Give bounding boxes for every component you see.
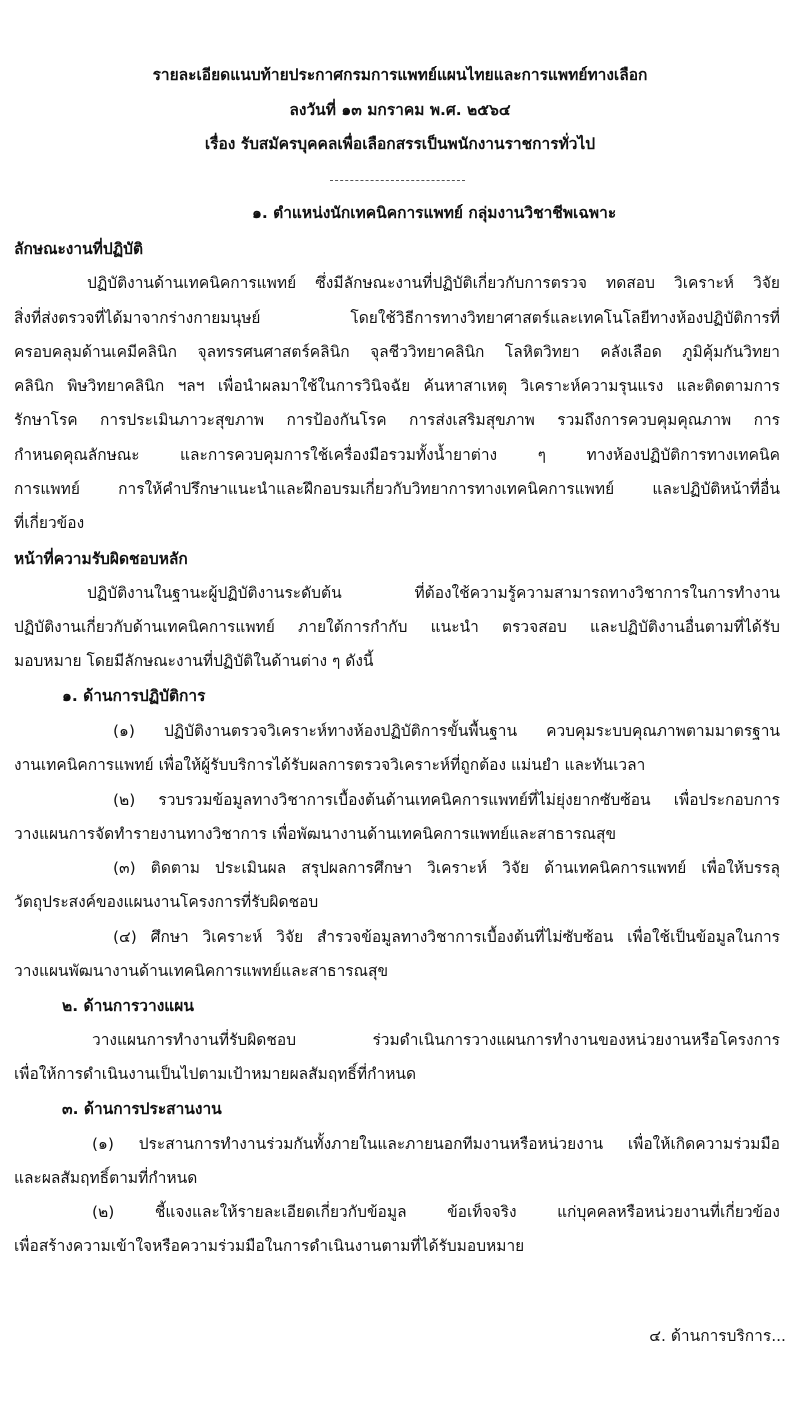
planning-line: วางแผนการทำงานที่รับผิดชอบ ร่วมดำเนินการวางแผนการทำงานของหน่วยงานหรือโครงการ bbox=[92, 1031, 780, 1049]
subsection-operations: ๑. ด้านการปฏิบัติการ bbox=[62, 687, 206, 705]
continuation-marker: ๔. ด้านการบริการ... bbox=[649, 1327, 786, 1345]
subsection-coordination: ๓. ด้านการประสานงาน bbox=[62, 1100, 222, 1118]
job-nature-line: คลินิก พิษวิทยาคลินิก ฯลฯ เพื่อนำผลมาใช้ในการวินิจฉัย ค้นหาสาเหตุ วิเคราะห์ความรุนแรง และติดตามการ bbox=[14, 377, 780, 395]
duties-intro-line: ปฏิบัติงานในฐานะผู้ปฏิบัติงานระดับต้น ที่ต้องใช้ความรู้ความสามารถทางวิชาการในการทำงาน bbox=[87, 584, 780, 602]
operations-item-2-cont: วางแผนการจัดทำรายงานทางวิชาการ เพื่อพัฒนางานด้านเทคนิคการแพทย์และสาธารณสุข bbox=[14, 825, 617, 843]
operations-item-3: (๓) ติดตาม ประเมินผล สรุปผลการศึกษา วิเคราะห์ วิจัย ด้านเทคนิคการแพทย์ เพื่อให้บรรลุ bbox=[113, 859, 780, 877]
coordination-item-2: (๒) ชี้แจงและให้รายละเอียดเกี่ยวกับข้อมูล ข้อเท็จจริง แก่บุคคลหรือหน่วยงานที่เกี่ยวข้อง bbox=[92, 1203, 780, 1221]
coordination-item-1-cont: และผลสัมฤทธิ์ตามที่กำหนด bbox=[14, 1169, 198, 1187]
section-heading-job-nature: ลักษณะงานที่ปฏิบัติ bbox=[14, 240, 144, 258]
duties-intro-line: มอบหมาย โดยมีลักษณะงานที่ปฏิบัติในด้านต่าง ๆ ดังนี้ bbox=[14, 652, 374, 670]
header-date: ลงวันที่ ๑๓ มกราคม พ.ศ. ๒๕๖๔ bbox=[289, 101, 511, 119]
coordination-item-2-cont: เพื่อสร้างความเข้าใจหรือความร่วมมือในการดำเนินงานตามที่ได้รับมอบหมาย bbox=[14, 1237, 525, 1255]
duties-intro-line: ปฏิบัติงานเกี่ยวกับด้านเทคนิคการแพทย์ ภายใต้การกำกับ แนะนำ ตรวจสอบ และปฏิบัติงานอื่นตามที่ได้รับ bbox=[14, 618, 780, 636]
operations-item-3-cont: วัตถุประสงค์ของแผนงานโครงการที่รับผิดชอบ bbox=[14, 893, 319, 911]
divider bbox=[330, 180, 465, 181]
job-nature-line: สิ่งที่ส่งตรวจที่ได้มาจากร่างกายมนุษย์ โดยใช้วิธีการทางวิทยาศาสตร์และเทคโนโลยีทางห้องปฏิบัติการที่ bbox=[14, 309, 780, 327]
job-nature-line: กำหนดคุณลักษณะ และการควบคุมการใช้เครื่องมือรวมทั้งน้ำยาต่าง ๆ ทางห้องปฏิบัติการทางเทคนิค bbox=[14, 446, 780, 464]
operations-item-4: (๔) ศึกษา วิเคราะห์ วิจัย สำรวจข้อมูลทางวิชาการเบื้องต้นที่ไม่ซับซ้อน เพื่อใช้เป็นข้อมูลในการ bbox=[113, 928, 780, 946]
operations-item-1: (๑) ปฏิบัติงานตรวจวิเคราะห์ทางห้องปฏิบัติการขั้นพื้นฐาน ควบคุมระบบคุณภาพตามมาตรฐาน bbox=[113, 722, 780, 740]
planning-line: เพื่อให้การดำเนินงานเป็นไปตามเป้าหมายผลสัมฤทธิ์ที่กำหนด bbox=[14, 1065, 417, 1083]
job-nature-line: ปฏิบัติงานด้านเทคนิคการแพทย์ ซึ่งมีลักษณะงานที่ปฏิบัติเกี่ยวกับการตรวจ ทดสอบ วิเคราะห์ วิจัย bbox=[87, 274, 780, 292]
section-heading-duties: หน้าที่ความรับผิดชอบหลัก bbox=[14, 550, 188, 568]
job-nature-line: ครอบคลุมด้านเคมีคลินิก จุลทรรศนศาสตร์คลินิก จุลชีววิทยาคลินิก โลหิตวิทยา คลังเลือด ภูมิคุ้มกันวิทยา bbox=[14, 343, 780, 361]
job-nature-line: ที่เกี่ยวข้อง bbox=[14, 514, 85, 532]
header-line-1: รายละเอียดแนบท้ายประกาศกรมการแพทย์แผนไทยและการแพทย์ทางเลือก bbox=[152, 66, 648, 84]
coordination-item-1: (๑) ประสานการทำงานร่วมกันทั้งภายในและภายนอกทีมงานหรือหน่วยงาน เพื่อให้เกิดความร่วมมือ bbox=[92, 1135, 780, 1153]
job-nature-line: รักษาโรค การประเมินภาวะสุขภาพ การป้องกันโรค การส่งเสริมสุขภาพ รวมถึงการควบคุมคุณภาพ การ bbox=[14, 411, 780, 429]
operations-item-4-cont: วางแผนพัฒนางานด้านเทคนิคการแพทย์และสาธารณสุข bbox=[14, 962, 389, 980]
position-title: ๑. ตำแหน่งนักเทคนิคการแพทย์ กลุ่มงานวิชาชีพเฉพาะ bbox=[252, 204, 617, 222]
header-subject: เรื่อง รับสมัครบุคคลเพื่อเลือกสรรเป็นพนักงานราชการทั่วไป bbox=[204, 135, 596, 153]
operations-item-2: (๒) รวบรวมข้อมูลทางวิชาการเบื้องต้นด้านเทคนิคการแพทย์ที่ไม่ยุ่งยากซับซ้อน เพื่อประกอบการ bbox=[113, 791, 780, 809]
subsection-planning: ๒. ด้านการวางแผน bbox=[62, 997, 194, 1015]
operations-item-1-cont: งานเทคนิคการแพทย์ เพื่อให้ผู้รับบริการได้รับผลการตรวจวิเคราะห์ที่ถูกต้อง แม่นยำ และทันเวลา bbox=[14, 756, 646, 774]
job-nature-line: การแพทย์ การให้คำปรึกษาแนะนำและฝึกอบรมเกี่ยวกับวิทยาการทางเทคนิคการแพทย์ และปฏิบัติหน้าที่อื่น bbox=[14, 480, 780, 498]
